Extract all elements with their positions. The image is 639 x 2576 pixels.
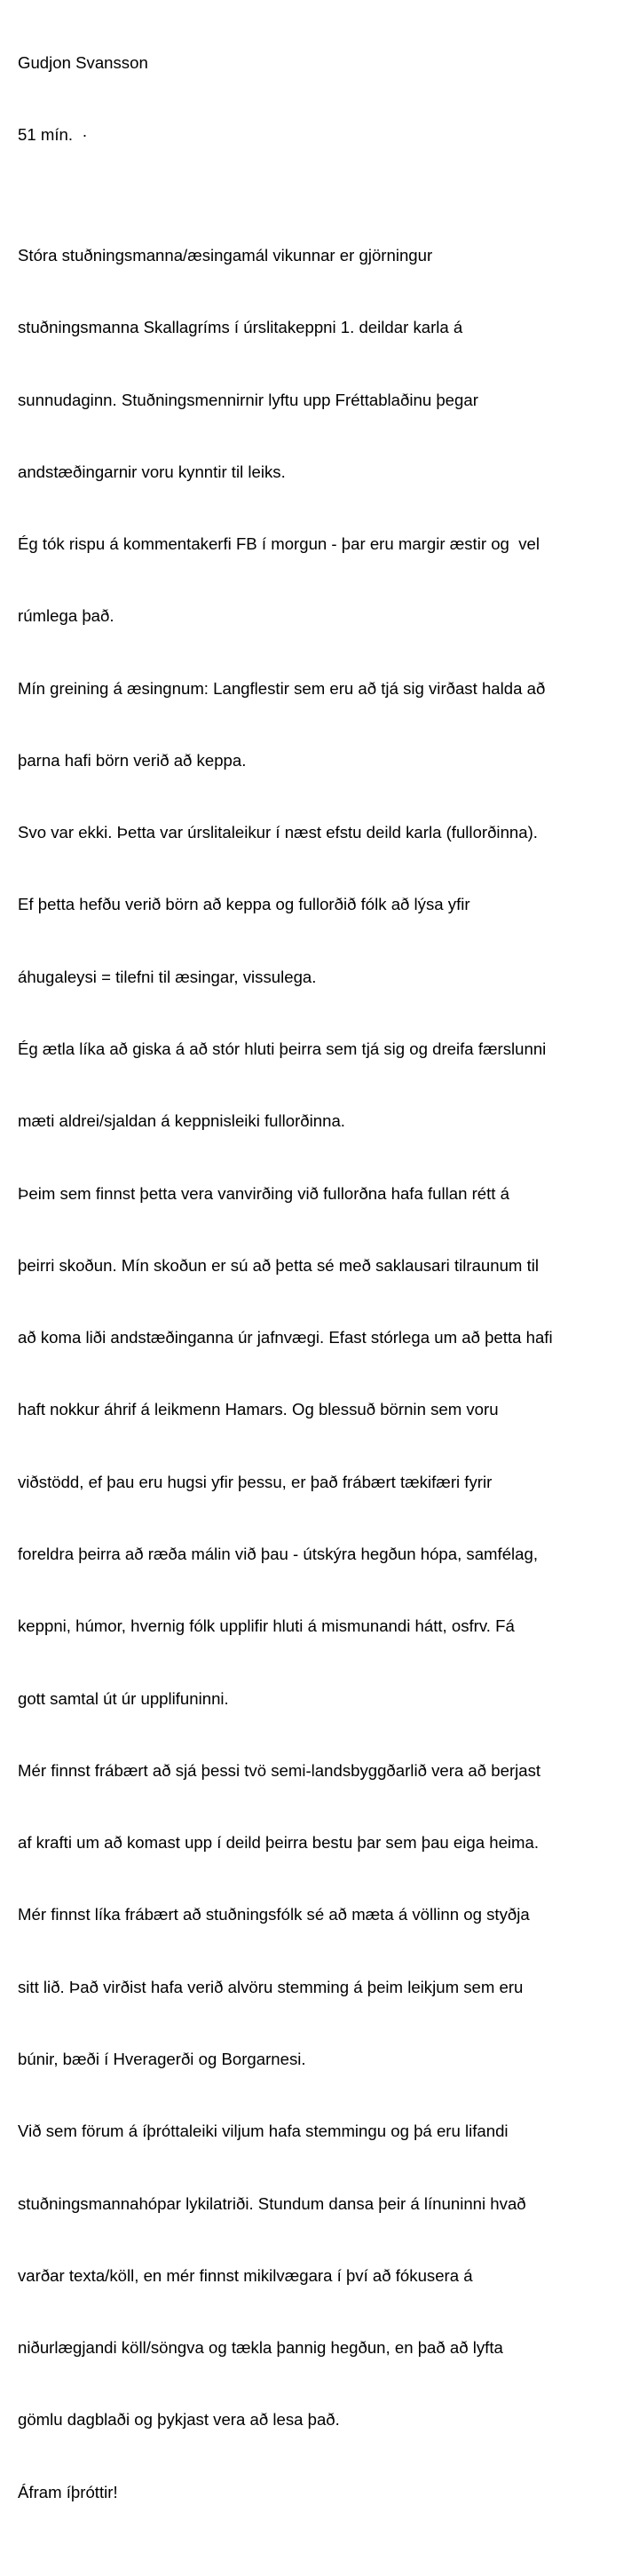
post-body-line: sitt lið. Það virðist hafa verið alvöru stemming á þeim leikjum sem eru (18, 1977, 524, 1996)
post-timestamp[interactable]: 51 mín. · (18, 125, 88, 145)
post-body-line: Ég tók rispu á kommentakerfi FB í morgun - þar eru margir æstir og vel (18, 534, 540, 554)
post-body-line: Áfram íþróttir! (18, 2482, 118, 2501)
post-body-line: keppni, húmor, hvernig fólk upplifir hluti á mismunandi hátt, osfrv. Fá (18, 1616, 515, 1636)
post-author[interactable]: Gudjon Svansson (18, 53, 148, 73)
post-body-line: búnir, bæði í Hveragerði og Borgarnesi. (18, 2049, 306, 2068)
post-body-line: foreldra þeirra að ræða málin við þau - útskýra hegðun hópa, samfélag, (18, 1545, 539, 1563)
post-body-line: áhugaleysi = tilefni til æsingar, vissulega. (18, 967, 317, 986)
post-body-line: þarna hafi börn verið að keppa. (18, 750, 247, 770)
post-body-line: gott samtal út úr upplifuninni. (18, 1688, 229, 1708)
post-body-line: Þeim sem finnst þetta vera vanvirðing við fullorðna hafa fullan rétt á (18, 1183, 509, 1203)
post-body-line: Ég ætla líka að giska á að stór hluti þeirra sem tjá sig og dreifa færslunni (18, 1039, 547, 1059)
post-body-line: varðar texta/köll, en mér finnst mikilvægara í því að fókusera á (18, 2265, 473, 2285)
post-body (18, 195, 635, 2552)
post-body-line: stuðningsmannahópar lykilatriði. Stundum dansa þeir á línuninni hvað (18, 2193, 526, 2213)
post-body-line: andstæðingarnir voru kynntir til leiks. (18, 462, 286, 481)
post-body-line: haft nokkur áhrif á leikmenn Hamars. Og blessuð börnin sem voru (18, 1400, 499, 1419)
post-body-line: þeirri skoðun. Mín skoðun er sú að þetta sé með saklausari tilraunum til (18, 1255, 540, 1275)
post-body-line: Mér finnst líka frábært að stuðningsfólk sé að mæta á völlinn og styðja (18, 1905, 530, 1924)
post-body-line: Stóra stuðningsmanna/æsingamál vikunnar er gjörningur (18, 245, 433, 265)
post-body-line: Mér finnst frábært að sjá þessi tvö semi-landsbyggðarlið vera að berjast (18, 1760, 541, 1780)
post-body-line: Ef þetta hefðu verið börn að keppa og fullorðið fólk að lýsa yfir (18, 895, 470, 914)
post-body-line: af krafti um að komast upp í deild þeirra bestu þar sem þau eiga heima. (18, 1833, 540, 1853)
post-body-line: gömlu dagblaði og þykjast vera að lesa það. (18, 2410, 340, 2430)
post-body-line: Svo var ekki. Þetta var úrslitaleikur í næst efstu deild karla (fullorðinna). (18, 823, 538, 842)
post-body-line: sunnudaginn. Stuðningsmennirnir lyftu upp Fréttablaðinu þegar (18, 390, 478, 409)
post (18, 3, 635, 2576)
post-body-line: rúmlega það. (18, 606, 114, 626)
post-body-line: að koma liði andstæðinganna úr jafnvægi. Efast stórlega um að þetta hafi (18, 1328, 553, 1347)
post-body-line: Mín greining á æsingnum: Langflestir sem eru að tjá sig virðast halda að (18, 678, 546, 698)
post-body-line: Við sem förum á íþróttaleiki viljum hafa stemmingu og þá eru lifandi (18, 2122, 509, 2141)
post-body-line: viðstödd, ef þau eru hugsi yfir þessu, er það frábært tækifæri fyrir (18, 1472, 493, 1491)
post-body-line: stuðningsmanna Skallagríms í úrslitakeppni 1. deildar karla á (18, 318, 463, 337)
post-body-line: mæti aldrei/sjaldan á keppnisleiki fullorðinna. (18, 1111, 345, 1131)
post-body-line: niðurlægjandi köll/söngva og tækla þannig hegðun, en það að lyfta (18, 2338, 503, 2358)
